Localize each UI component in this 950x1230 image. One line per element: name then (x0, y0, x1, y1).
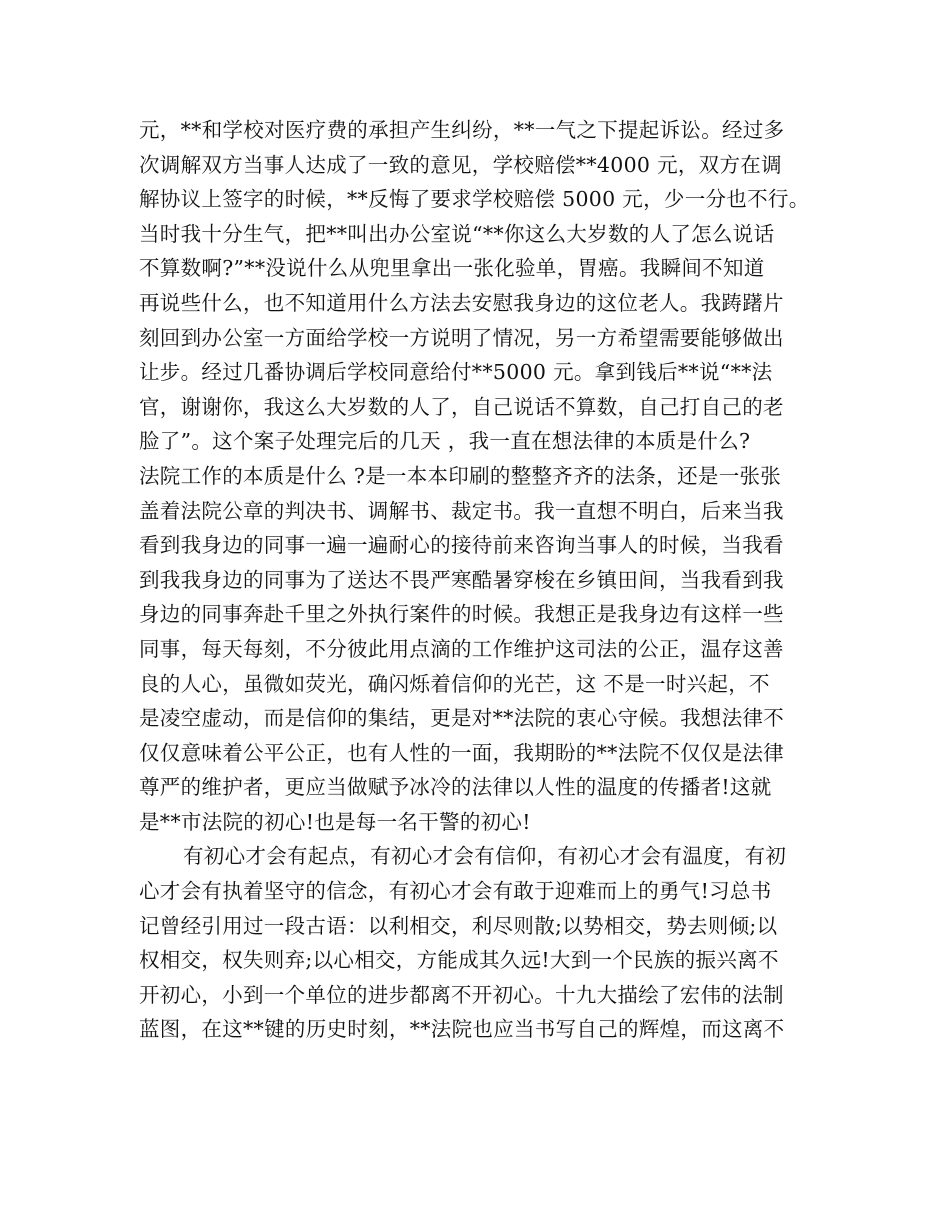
text-line: 元，**和学校对医疗费的承担产生纠纷，**一气之下提起诉讼。经过多 (139, 118, 785, 142)
text-line: 记曾经引用过一段古语：以利相交，利尽则散;以势相交，势去则倾;以 (139, 913, 778, 938)
document-page (139, 113, 829, 1047)
text-line: 次调解双方当事人达成了一致的意见，学校赔偿**4000 元，双方在调 (139, 152, 782, 177)
text-line: 不算数啊?”**没说什么从兜里拿出一张化验单，胃癌。我瞬间不知道 (139, 256, 765, 281)
text-line: 到我我身边的同事为了送达不畏严寒酷暑穿梭在乡镇田间，当我看到我 (139, 567, 784, 592)
text-line: 当时我十分生气，把**叫出办公室说“**你这么大岁数的人了怎么说话 (139, 221, 775, 246)
text-line: 开初心，小到一个单位的进步都离不开初心。十九大描绘了宏伟的法制 (139, 982, 784, 1007)
text-line: 身边的同事奔赴千里之外执行案件的时候。我想正是我身边有这样一些 (139, 602, 784, 627)
text-line: 是**市法院的初心!也是每一名干警的初心! (139, 809, 531, 834)
text-line: 看到我身边的同事一遍一遍耐心的接待前来咨询当事人的时候，当我看 (139, 533, 784, 558)
text-line: 心才会有执着坚守的信念，有初心才会有敢于迎难而上的勇气!习总书 (139, 879, 772, 904)
text-line: 解协议上签字的时候，**反悔了要求学校赔偿 5000 元，少一分也不行。 (139, 187, 810, 212)
text-line: 法院工作的本质是什么 ?是一本本印刷的整整齐齐的法条，还是一张张 (139, 463, 782, 488)
text-line: 再说些什么，也不知道用什么方法去安慰我身边的这位老人。我踌躇片 (139, 290, 784, 315)
text-line: 尊严的维护者，更应当做赋予冰冷的法律以人性的温度的传播者!这就 (139, 775, 772, 800)
text-line: 刻回到办公室一方面给学校一方说明了情况，另一方希望需要能够做出 (139, 325, 784, 350)
paragraph-first-line: 有初心才会有起点，有初心才会有信仰，有初心才会有温度，有初 (183, 844, 787, 869)
text-line: 让步。经过几番协调后学校同意给付**5000 元。拿到钱后**说“**法 (139, 360, 773, 385)
text-line: 权相交，权失则弃;以心相交，方能成其久远!大到一个民族的振兴离不 (139, 948, 779, 973)
text-line: 盖着法院公章的判决书、调解书、裁定书。我一直想不明白，后来当我 (139, 498, 784, 523)
text-line: 仅仅意味着公平公正，也有人性的一面，我期盼的**法院不仅仅是法律 (139, 740, 785, 765)
text-line: 脸了”。这个案子处理完后的几天 ，我一直在想法律的本质是什么? (139, 429, 751, 454)
text-line: 蓝图，在这**键的历史时刻，**法院也应当书写自己的辉煌，而这离不 (139, 1017, 785, 1042)
text-line: 同事，每天每刻，不分彼此用点滴的工作维护这司法的公正，温存这善 (139, 636, 784, 661)
text-line: 良的人心，虽微如荧光，确闪烁着信仰的光芒，这 不是一时兴起，不 (139, 671, 770, 696)
text-line: 官，谢谢你，我这么大岁数的人了，自己说话不算数，自己打自己的老 (139, 394, 784, 419)
text-line: 是凌空虚动，而是信仰的集结，更是对**法院的衷心守候。我想法律不 (139, 706, 785, 731)
